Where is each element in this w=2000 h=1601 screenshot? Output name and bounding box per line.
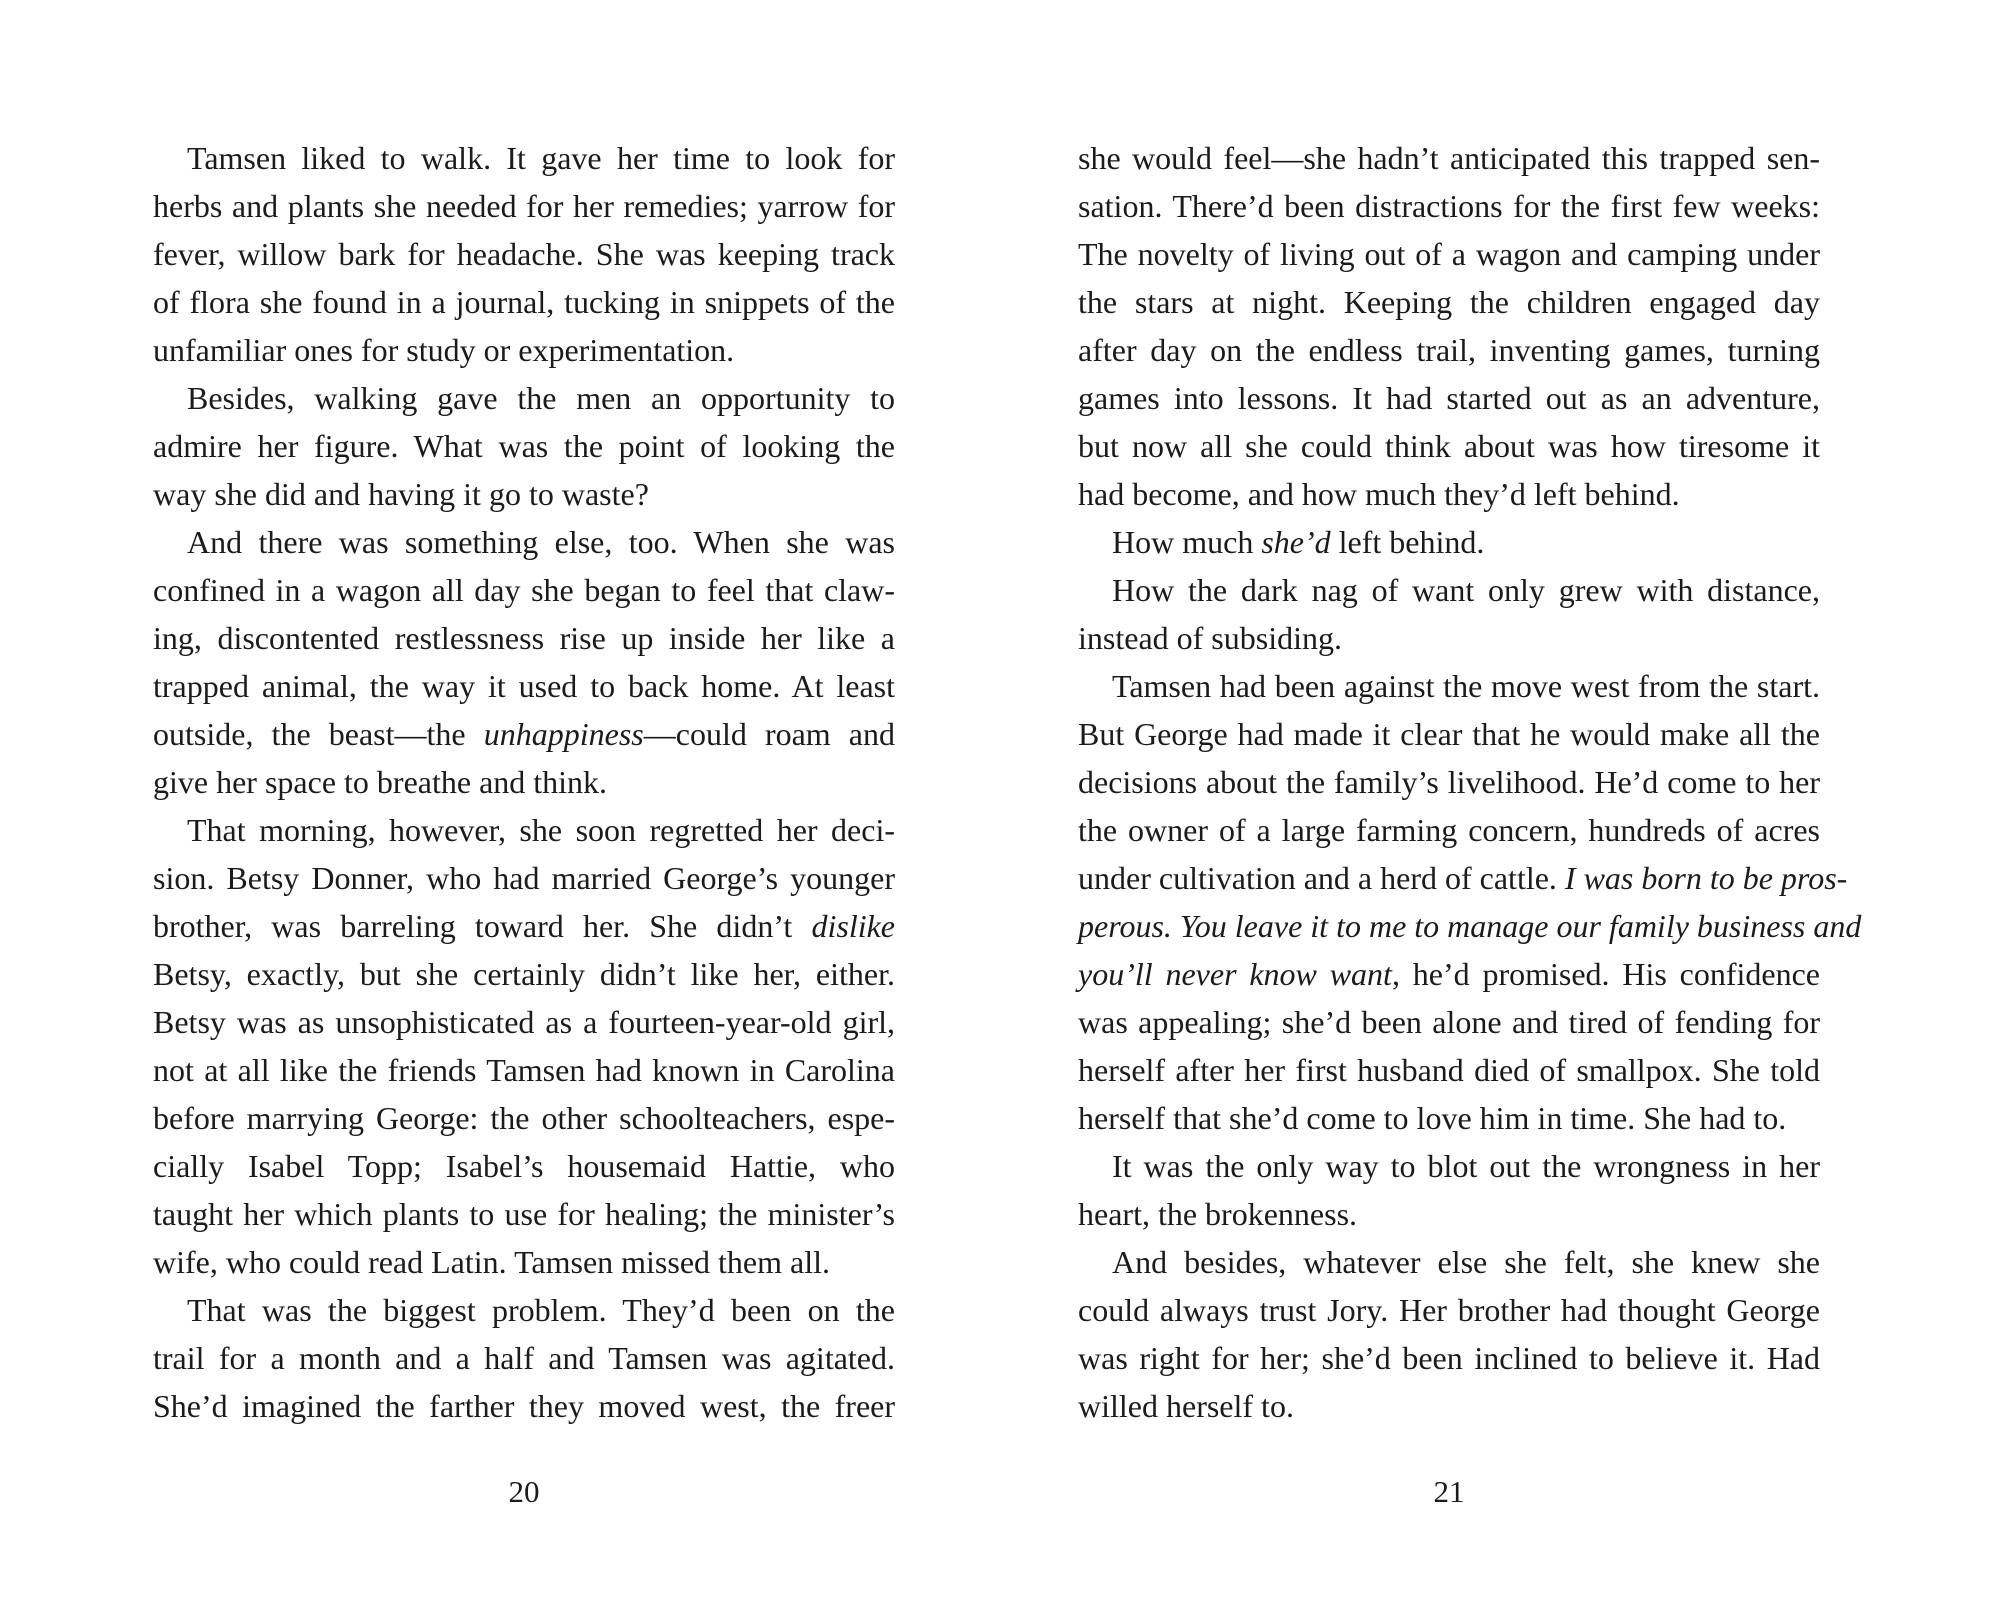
text-line: That morning, however, she soon regretted her deci- [187,812,895,848]
text-line: was right for her; she’d been inclined to believe it. Had [1078,1340,1820,1376]
text-line: decisions about the family’s livelihood. He’d come to her [1078,764,1820,800]
text-line: not at all like the friends Tamsen had known in Carolina [153,1052,895,1088]
text-line: sion. Betsy Donner, who had married George’s younger [153,860,895,896]
text-line: ing, discontented restlessness rise up inside her like a [153,620,895,656]
text-line: had become, and how much they’d left behind. [1078,476,1680,512]
text-line: That was the biggest problem. They’d been on the [187,1292,895,1328]
text-line: willed herself to. [1078,1388,1294,1424]
text-line: It was the only way to blot out the wrongness in her [1112,1148,1820,1184]
text-line: taught her which plants to use for healing; the minister’s [153,1196,895,1232]
text-line: was appealing; she’d been alone and tired of fending for [1078,1004,1820,1040]
text-line: cially Isabel Topp; Isabel’s housemaid Hattie, who [153,1148,895,1184]
text-line: the stars at night. Keeping the children engaged day [1078,284,1820,320]
text-line: fever, willow bark for headache. She was keeping track [153,236,895,272]
text-line: admire her figure. What was the point of looking the [153,428,895,464]
text-line: the owner of a large farming concern, hundreds of acres [1078,812,1820,848]
page-number-left: 20 [508,1474,540,1509]
text-line: sation. There’d been distractions for the first few weeks: [1078,188,1820,224]
text-line: games into lessons. It had started out as an adventure, [1078,380,1820,416]
text-segment: , he’d promised. His confidence [1391,956,1821,992]
page-number-right: 21 [1433,1474,1465,1509]
text-line: but now all she could think about was how tiresome it [1078,428,1820,464]
italic-text: she’d [1261,524,1331,560]
text-line: herself after her first husband died of smallpox. She told [1078,1052,1820,1088]
italic-text: perous. You leave it to me to manage our family business and [1078,908,1862,944]
text-segment: brother, was barreling toward her. She didn’t [153,908,812,944]
text-line: she would feel—she hadn’t anticipated this trapped sen- [1078,140,1820,176]
text-line: The novelty of living out of a wagon and camping under [1078,236,1820,272]
text-line: Tamsen liked to walk. It gave her time to look for [187,140,895,176]
text-line: herself that she’d come to love him in time. She had to. [1078,1100,1787,1136]
text-line: unfamiliar ones for study or experimentation. [153,332,735,368]
text-line: trapped animal, the way it used to back home. At least [153,668,895,704]
text-line: Betsy was as unsophisticated as a fourteen-year-old girl, [153,1004,895,1040]
text-segment: left behind. [1330,524,1485,560]
text-line: And there was something else, too. When she was [187,524,895,560]
text-line: How the dark nag of want only grew with distance, [1112,572,1820,608]
italic-text: you’ll never know want [1078,956,1392,992]
text-line: could always trust Jory. Her brother had thought George [1078,1292,1820,1328]
text-line: Besides, walking gave the men an opportunity to [187,380,895,416]
text-line: Tamsen had been against the move west from the start. [1112,668,1820,704]
text-line: give her space to breathe and think. [153,764,608,800]
text-line: way she did and having it go to waste? [153,476,649,512]
text-line: And besides, whatever else she felt, she knew she [1112,1244,1820,1280]
text-line: trail for a month and a half and Tamsen was agitated. [153,1340,895,1376]
italic-text: dislike [811,908,895,944]
text-line: herbs and plants she needed for her remedies; yarrow for [153,188,895,224]
italic-text: I was born to be pros- [1564,860,1848,896]
text-line [1078,854,1848,902]
text-line [1078,902,1862,950]
text-line [1078,950,1820,998]
text-line: before marrying George: the other schoolteachers, espe- [153,1100,895,1136]
text-line: But George had made it clear that he would make all the [1078,716,1820,752]
text-segment: —could roam and [643,716,896,752]
text-segment: under cultivation and a herd of cattle. [1078,860,1565,896]
text-line: confined in a wagon all day she began to feel that claw- [153,572,895,608]
text-segment: How much [1112,524,1262,560]
text-line: Betsy, exactly, but she certainly didn’t like her, either. [153,956,895,992]
text-line: after day on the endless trail, inventing games, turning [1078,332,1820,368]
text-line: wife, who could read Latin. Tamsen missed them all. [153,1244,830,1280]
text-line [153,902,895,950]
text-segment: outside, the beast—the [153,716,484,752]
text-line: of flora she found in a journal, tucking in snippets of the [153,284,895,320]
text-line [153,710,895,758]
text-line: She’d imagined the farther they moved west, the freer [153,1388,895,1424]
text-line [1112,518,1820,566]
text-line: instead of subsiding. [1078,620,1342,656]
text-line: heart, the brokenness. [1078,1196,1358,1232]
italic-text: unhappiness [483,716,644,752]
